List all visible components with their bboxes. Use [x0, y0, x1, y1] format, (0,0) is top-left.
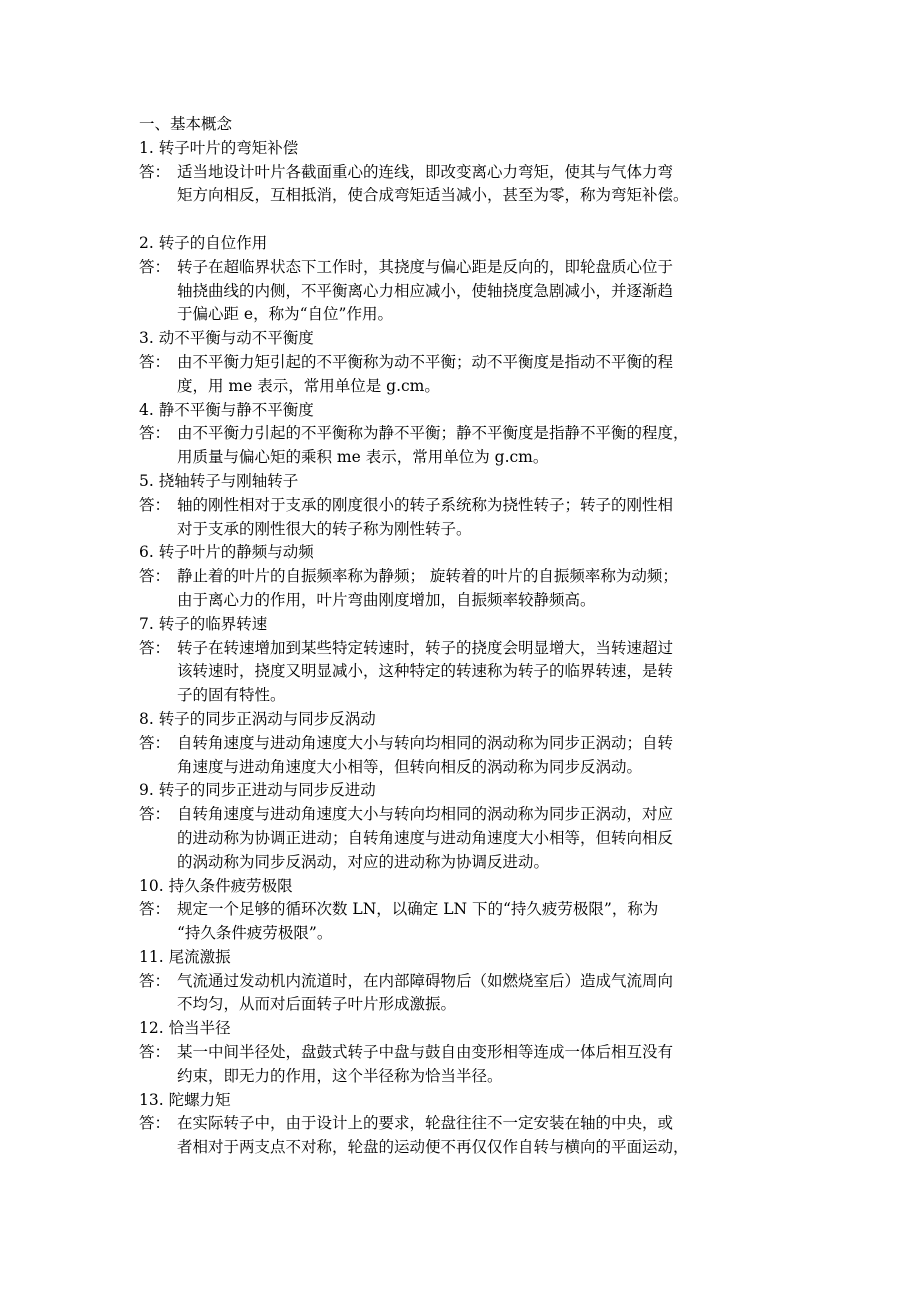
qa-item-4	[139, 399, 789, 470]
blank-line	[139, 208, 789, 232]
answer-text	[177, 898, 789, 946]
answer-label: 答：	[139, 424, 171, 443]
question-title: 2. 转子的自位作用	[139, 233, 268, 252]
answer-label: 答：	[139, 257, 171, 276]
answer	[139, 256, 789, 327]
question-title: 3. 动不平衡与动不平衡度	[139, 329, 314, 348]
answer-label: 答：	[139, 1114, 171, 1133]
answer-text	[177, 803, 789, 874]
answer-line: 转子在超临界状态下工作时，其挠度与偏心距是反向的，即轮盘质心位于	[177, 257, 674, 276]
answer-line: 某一中间半径处，盘鼓式转子中盘与鼓自由变形相等连成一体后相互没有	[177, 1043, 674, 1062]
answer-line: 者相对于两支点不对称，轮盘的运动便不再仅仅作自转与横向的平面运动，	[177, 1138, 689, 1157]
question-title: 9. 转子的同步正进动与同步反进动	[139, 781, 376, 800]
answer-line: 自转角速度与进动角速度大小与转向均相同的涡动称为同步正涡动；自转	[177, 733, 674, 752]
question-title: 5. 挠轴转子与刚轴转子	[139, 471, 299, 490]
answer-line: 转子在转速增加到某些特定转速时，转子的挠度会明显增大，当转速超过	[177, 638, 674, 657]
answer-line: 适当地设计叶片各截面重心的连线，即改变离心力弯矩，使其与气体力弯	[177, 162, 674, 181]
qa-item-12	[139, 1017, 789, 1088]
answer-line: 该转速时，挠度又明显减小，这种特定的转速称为转子的临界转速，是转	[177, 662, 674, 681]
answer-text	[177, 351, 789, 399]
answer-text	[177, 637, 789, 708]
question-title: 1. 转子叶片的弯矩补偿	[139, 138, 299, 157]
answer-text	[177, 970, 789, 1018]
answer-line: 由于离心力的作用，叶片弯曲刚度增加，自振频率较静频高。	[177, 590, 596, 609]
answer-label: 答：	[139, 900, 171, 919]
answer	[139, 161, 789, 209]
qa-item-3	[139, 327, 789, 398]
answer-line: 轴挠曲线的内侧，不平衡离心力相应减小，使轴挠度急剧减小，并逐渐趋	[177, 281, 674, 300]
answer-text	[177, 256, 789, 327]
answer-line: 对于支承的刚性很大的转子称为刚性转子。	[177, 519, 472, 538]
answer-label: 答：	[139, 162, 171, 181]
answer-text	[177, 732, 789, 780]
answer-line: 子的固有特性。	[177, 686, 286, 705]
answer	[139, 565, 789, 613]
qa-item-8	[139, 708, 789, 779]
answer-label: 答：	[139, 567, 171, 586]
answer-line: “持久条件疲劳极限”。	[177, 924, 333, 943]
qa-item-10	[139, 875, 789, 946]
answer	[139, 898, 789, 946]
answer-text	[177, 1041, 789, 1089]
answer	[139, 732, 789, 780]
answer-line: 规定一个足够的循环次数 LN，以确定 LN 下的“持久疲劳极限”，称为	[177, 900, 659, 919]
question-title: 4. 静不平衡与静不平衡度	[139, 400, 314, 419]
answer-line: 用质量与偏心矩的乘积 me 表示，常用单位为 g.cm。	[177, 448, 549, 467]
answer	[139, 1041, 789, 1089]
answer	[139, 637, 789, 708]
answer	[139, 494, 789, 542]
answer-line: 于偏心距 e，称为“自位”作用。	[177, 305, 393, 324]
answer-label: 答：	[139, 495, 171, 514]
answer-line: 角速度与进动角速度大小相等，但转向相反的涡动称为同步反涡动。	[177, 757, 643, 776]
answer	[139, 803, 789, 874]
answer-text	[177, 494, 789, 542]
answer-line: 气流通过发动机内流道时，在内部障碍物后（如燃烧室后）造成气流周向	[177, 971, 674, 990]
answer-line: 由不平衡力矩引起的不平衡称为动不平衡；动不平衡度是指动不平衡的程	[177, 352, 674, 371]
qa-item-2	[139, 232, 789, 327]
answer-line: 度，用 me 表示，常用单位是 g.cm。	[177, 376, 440, 395]
qa-item-11	[139, 946, 789, 1017]
answer-text	[177, 422, 789, 470]
answer-label: 答：	[139, 805, 171, 824]
answer-line: 自转角速度与进动角速度大小与转向均相同的涡动称为同步正涡动，对应	[177, 805, 674, 824]
question-title: 8. 转子的同步正涡动与同步反涡动	[139, 709, 376, 728]
question-title: 7. 转子的临界转速	[139, 614, 268, 633]
answer-line: 不均匀，从而对后面转子叶片形成激振。	[177, 995, 457, 1014]
answer	[139, 1112, 789, 1160]
section-title: 一、基本概念	[139, 115, 233, 133]
question-title: 12. 恰当半径	[139, 1019, 231, 1038]
answer	[139, 351, 789, 399]
answer-label: 答：	[139, 733, 171, 752]
question-title: 6. 转子叶片的静频与动频	[139, 543, 314, 562]
answer	[139, 422, 789, 470]
document-body	[139, 113, 789, 1160]
qa-item-13	[139, 1089, 789, 1160]
answer-line: 约束，即无力的作用，这个半径称为恰当半径。	[177, 1066, 503, 1085]
answer	[139, 970, 789, 1018]
answer-label: 答：	[139, 638, 171, 657]
qa-item-5	[139, 470, 789, 541]
question-title: 10. 持久条件疲劳极限	[139, 876, 293, 895]
answer-line: 轴的刚性相对于支承的刚度很小的转子系统称为挠性转子；转子的刚性相	[177, 495, 674, 514]
answer-line: 由不平衡力引起的不平衡称为静不平衡；静不平衡度是指静不平衡的程度，	[177, 424, 689, 443]
answer-text	[177, 1112, 789, 1160]
answer-label: 答：	[139, 1043, 171, 1062]
answer-label: 答：	[139, 971, 171, 990]
answer-line: 矩方向相反，互相抵消，使合成弯矩适当减小，甚至为零，称为弯矩补偿。	[177, 186, 689, 205]
question-title: 13. 陀螺力矩	[139, 1090, 231, 1109]
question-title: 11. 尾流激振	[139, 947, 231, 966]
qa-item-1	[139, 137, 789, 208]
qa-item-7	[139, 613, 789, 708]
answer-label: 答：	[139, 352, 171, 371]
answer-line: 的进动称为协调正进动；自转角速度与进动角速度大小相等，但转向相反	[177, 828, 674, 847]
answer-text	[177, 161, 789, 209]
answer-line: 静止着的叶片的自振频率称为静频； 旋转着的叶片的自振频率称为动频；	[177, 567, 678, 586]
qa-item-6	[139, 541, 789, 612]
answer-text	[177, 565, 789, 613]
answer-line: 在实际转子中，由于设计上的要求，轮盘往往不一定安装在轴的中央，或	[177, 1114, 674, 1133]
qa-item-9	[139, 779, 789, 874]
answer-line: 的涡动称为同步反涡动，对应的进动称为协调反进动。	[177, 852, 550, 871]
